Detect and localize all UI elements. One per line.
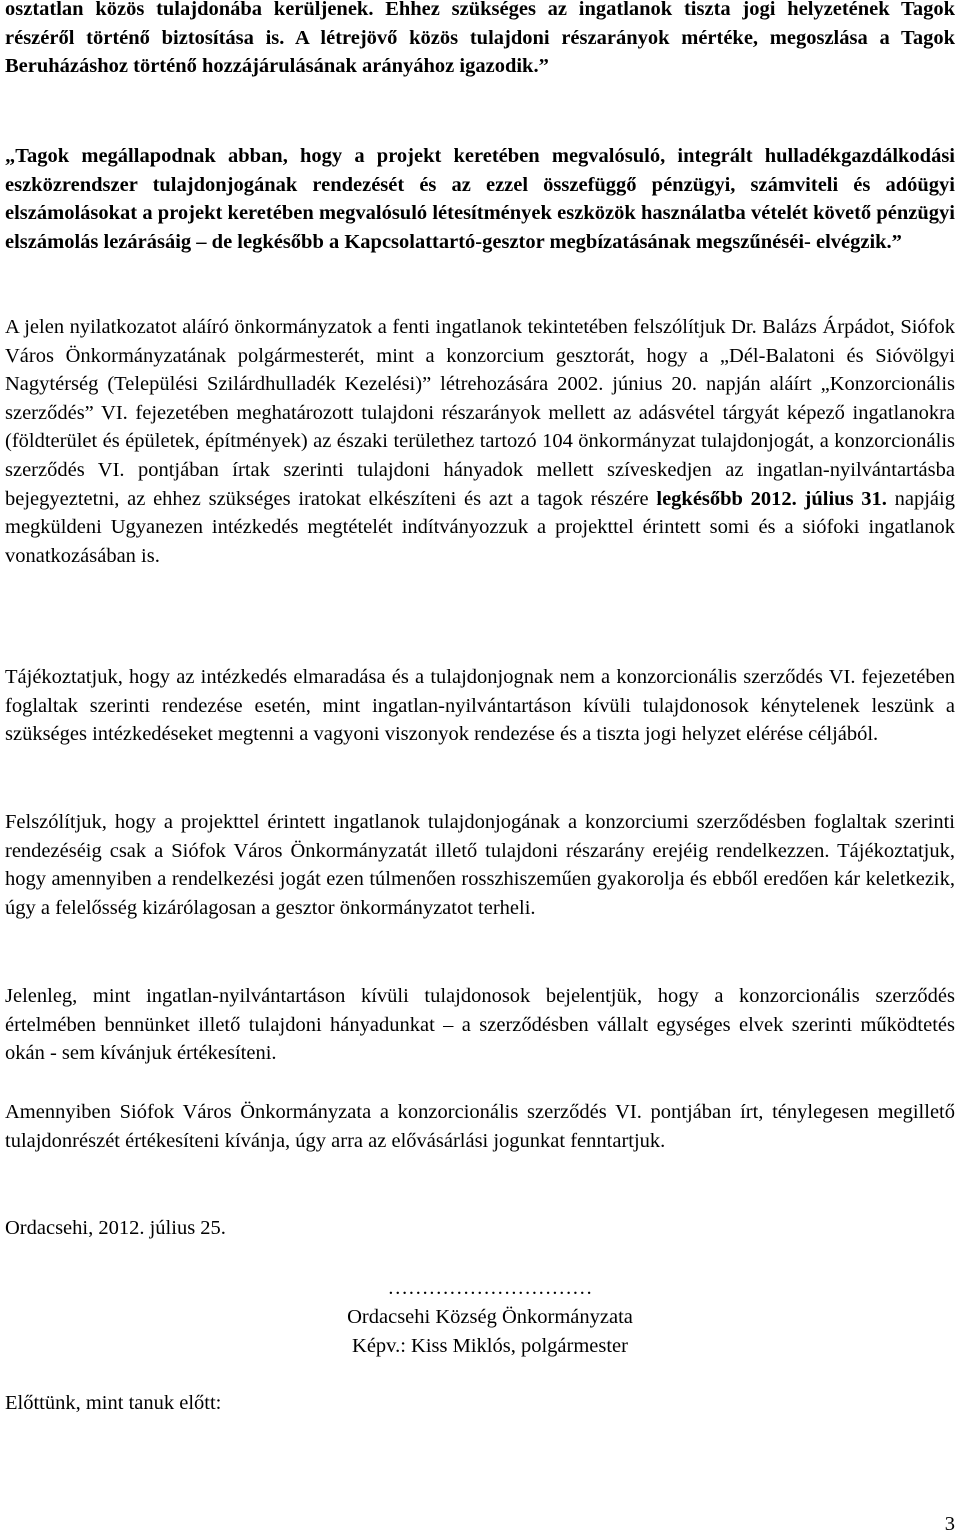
paragraph-preemption: Amennyiben Siófok Város Önkormányzata a konzorcionális szerződés VI. pontjában írt, ténylegesen megillető tulajdonrészét értékesíteni kívánja, úgy arra az elővásárlási jogunkat fenntartjuk.	[5, 1101, 955, 1152]
paragraph-demand: Felszólítjuk, hogy a projekttel érintett ingatlanok tulajdonjogának a konzorciumi szerződésben foglaltak szerinti rendezéséig csak a Siófok Város Önkormányzatát illető tulajdoni részarány erejéig rendelkezzen. Tájékoztatjuk, hogy amennyiben a rendelkezési jogát ezen túlmenően rosszhiszeműen gyakorolja és ebből eredően kár keletkezik, úgy a felelősség kizárólagosan a gesztor önkormányzatot terheli.	[5, 811, 955, 919]
page-number: 3	[944, 1513, 955, 1535]
signature-representative: Képv.: Kiss Miklós, polgármester	[352, 1335, 628, 1357]
paragraph-announcement: Jelenleg, mint ingatlan-nyilvántartáson kívüli tulajdonosok bejelentjük, hogy a konzorcionális szerződés értelmében bennünket illető tulajdoni hányadunkat – a szerződésben vállalt egységes elvek szerinti működtetés okán - sem kívánjuk értékesíteni.	[5, 985, 955, 1065]
paragraph-request	[5, 313, 955, 570]
signature-dots: …………………………	[387, 1277, 593, 1299]
request-text-part2: napjáig megküldeni Ugyanezen intézkedés megtételét indítványozzuk a projekttel érintett somi és a siófoki ingatlanok vonatkozásában is.	[5, 487, 955, 567]
witness-label: Előttünk, mint tanuk előtt:	[5, 1392, 222, 1414]
place-and-date: Ordacsehi, 2012. július 25.	[5, 1217, 226, 1239]
deadline-highlight: legkésőbb 2012. július 31.	[656, 487, 887, 510]
paragraph-quote-agreement: „Tagok megállapodnak abban, hogy a projekt keretében megvalósuló, integrált hulladékgazdálkodási eszközrendszer tulajdonjogának rendezését és az ezzel összefüggő pénzügyi, számviteli és adóügyi elszámolásokat a projekt keretében megvalósuló létesítmények eszközök használatba vételét követő pénzügyi elszámolás lezárásáig – de legkésőbb a Kapcsolattartó-gesztor megbízatásának megszűnéséi- elvégzik.”	[5, 145, 955, 253]
signature-organization: Ordacsehi Község Önkormányzata	[347, 1306, 633, 1328]
paragraph-notice: Tájékoztatjuk, hogy az intézkedés elmaradása és a tulajdonjognak nem a konzorcionális szerződés VI. fejezetében foglaltak szerinti rendezése esetén, mint ingatlan-nyilvántartáson kívüli tulajdonosok kénytelenek leszünk a szükséges intézkedéseket megtenni a vagyoni viszonyok rendezése és a tiszta jogi helyzet elérése céljából.	[5, 666, 955, 746]
request-text-part1: A jelen nyilatkozatot aláíró önkormányzatok a fenti ingatlanok tekintetében felszólítjuk Dr. Balázs Árpádot, Siófok Város Önkormányzatának polgármesterét, mint a konzorcium gesztorát, hogy a „Dél-Balatoni és Sióvölgyi Nagytérség (Települési Szilárdhulladék Kezelési)” létrehozására 2002. június 20. napján aláírt „Konzorcionális szerződés” VI. fejezetében meghatározott tulajdoni részarányok mellett az adásvétel tárgyát képező ingatlanokra (földterület és épületek, építmények) az északi területhez tartozó 104 önkormányzat tulajdonjogát, a konzorcionális szerződés VI. pontjában írtak szerinti tulajdoni hányadok mellett szíveskedjen az ingatlan-nyilvántartásba bejegyeztetni, az ehhez szükséges iratokat elkészíteni és azt a tagok részére	[5, 316, 955, 510]
signature-block	[270, 1274, 710, 1361]
paragraph-quote-end: osztatlan közös tulajdonába kerüljenek. Ehhez szükséges az ingatlanok tiszta jogi helyzetének Tagok részéről történő biztosítása is. A létrejövő közös tulajdoni részarányok mértéke, megoszlása a Tagok Beruházáshoz történő hozzájárulásának arányához igazodik.”	[5, 0, 955, 78]
